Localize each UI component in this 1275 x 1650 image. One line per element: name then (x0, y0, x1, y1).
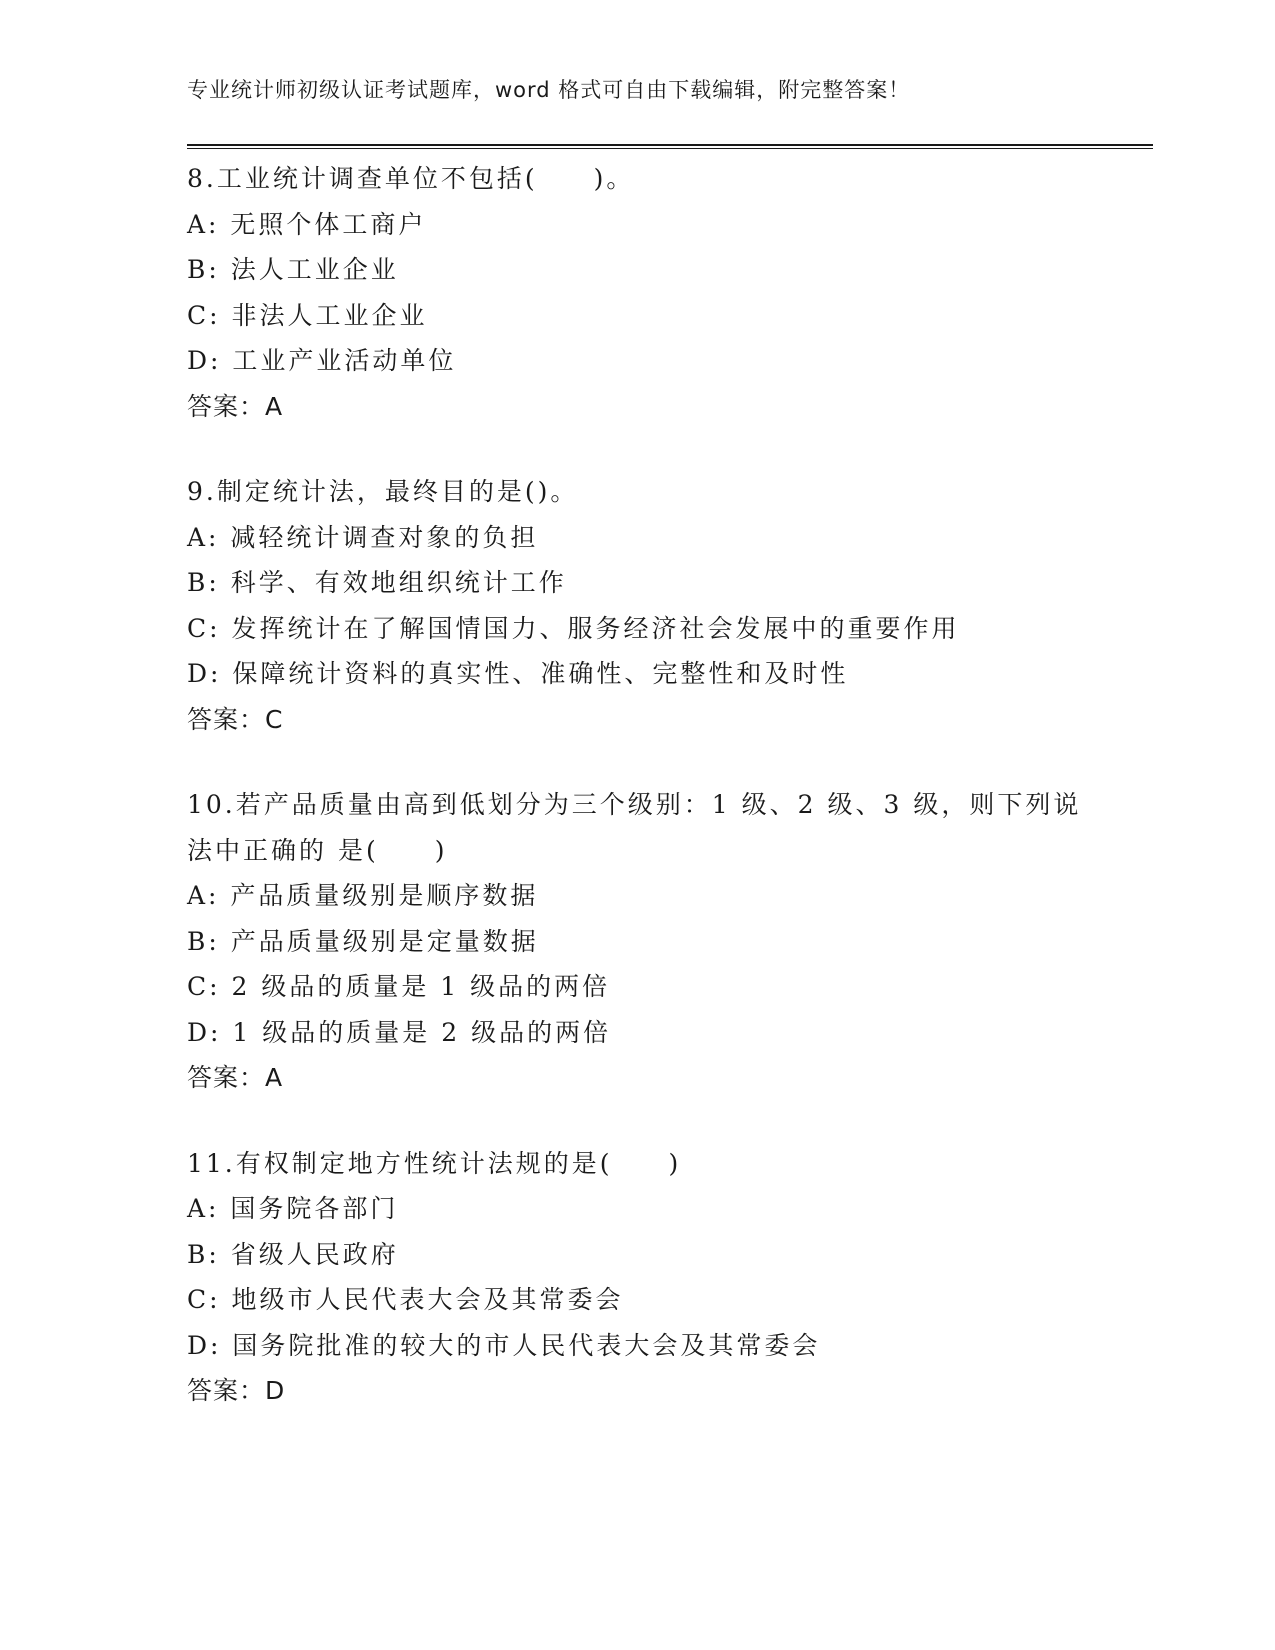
option-a: A: 无照个体工商户 (187, 209, 427, 239)
option-c: C: 地级市人民代表大会及其常委会 (187, 1285, 624, 1314)
option-d: D: 国务院批准的较大的市人民代表大会及其常委会 (187, 1330, 821, 1360)
question-8 (187, 156, 1087, 429)
question-list (187, 156, 1087, 1454)
question-stem: 9.制定统计法，最终目的是()。 (187, 477, 579, 506)
answer-label: 答案：D (187, 1376, 286, 1405)
header-note: 专业统计师初级认证考试题库，word 格式可自由下载编辑，附完整答案！ (187, 78, 911, 102)
option-d: D: 保障统计资料的真实性、准确性、完整性和及时性 (187, 659, 849, 688)
question-stem: 8.工业统计调查单位不包括( )。 (187, 164, 635, 193)
option-d: D: 工业产业活动单位 (187, 346, 457, 375)
option-c: C: 2 级品的质量是 1 级品的两倍 (187, 972, 611, 1001)
option-b: B: 产品质量级别是定量数据 (187, 926, 539, 956)
question-11 (187, 1141, 1087, 1414)
option-b: B: 科学、有效地组织统计工作 (187, 568, 567, 597)
question-stem: 11.有权制定地方性统计法规的是( ) (187, 1148, 682, 1178)
answer-label: 答案：A (187, 391, 284, 421)
answer-label: 答案：C (187, 704, 284, 734)
answer-label: 答案：A (187, 1063, 284, 1092)
option-a: A: 国务院各部门 (187, 1194, 399, 1223)
question-stem: 10.若产品质量由高到低划分为三个级别：1 级、2 级、3 级，则下列说法中正确的 是( ) (187, 790, 1082, 865)
option-c: C: 非法人工业企业 (187, 300, 428, 330)
option-c: C: 发挥统计在了解国情国力、服务经济社会发展中的重要作用 (187, 613, 960, 643)
option-d: D: 1 级品的质量是 2 级品的两倍 (187, 1017, 612, 1047)
header-divider (187, 144, 1153, 149)
question-9 (187, 469, 1087, 742)
option-a: A: 减轻统计调查对象的负担 (187, 522, 539, 552)
option-a: A: 产品质量级别是顺序数据 (187, 881, 539, 910)
option-b: B: 法人工业企业 (187, 255, 399, 284)
option-b: B: 省级人民政府 (187, 1239, 399, 1269)
question-10 (187, 782, 1087, 1101)
